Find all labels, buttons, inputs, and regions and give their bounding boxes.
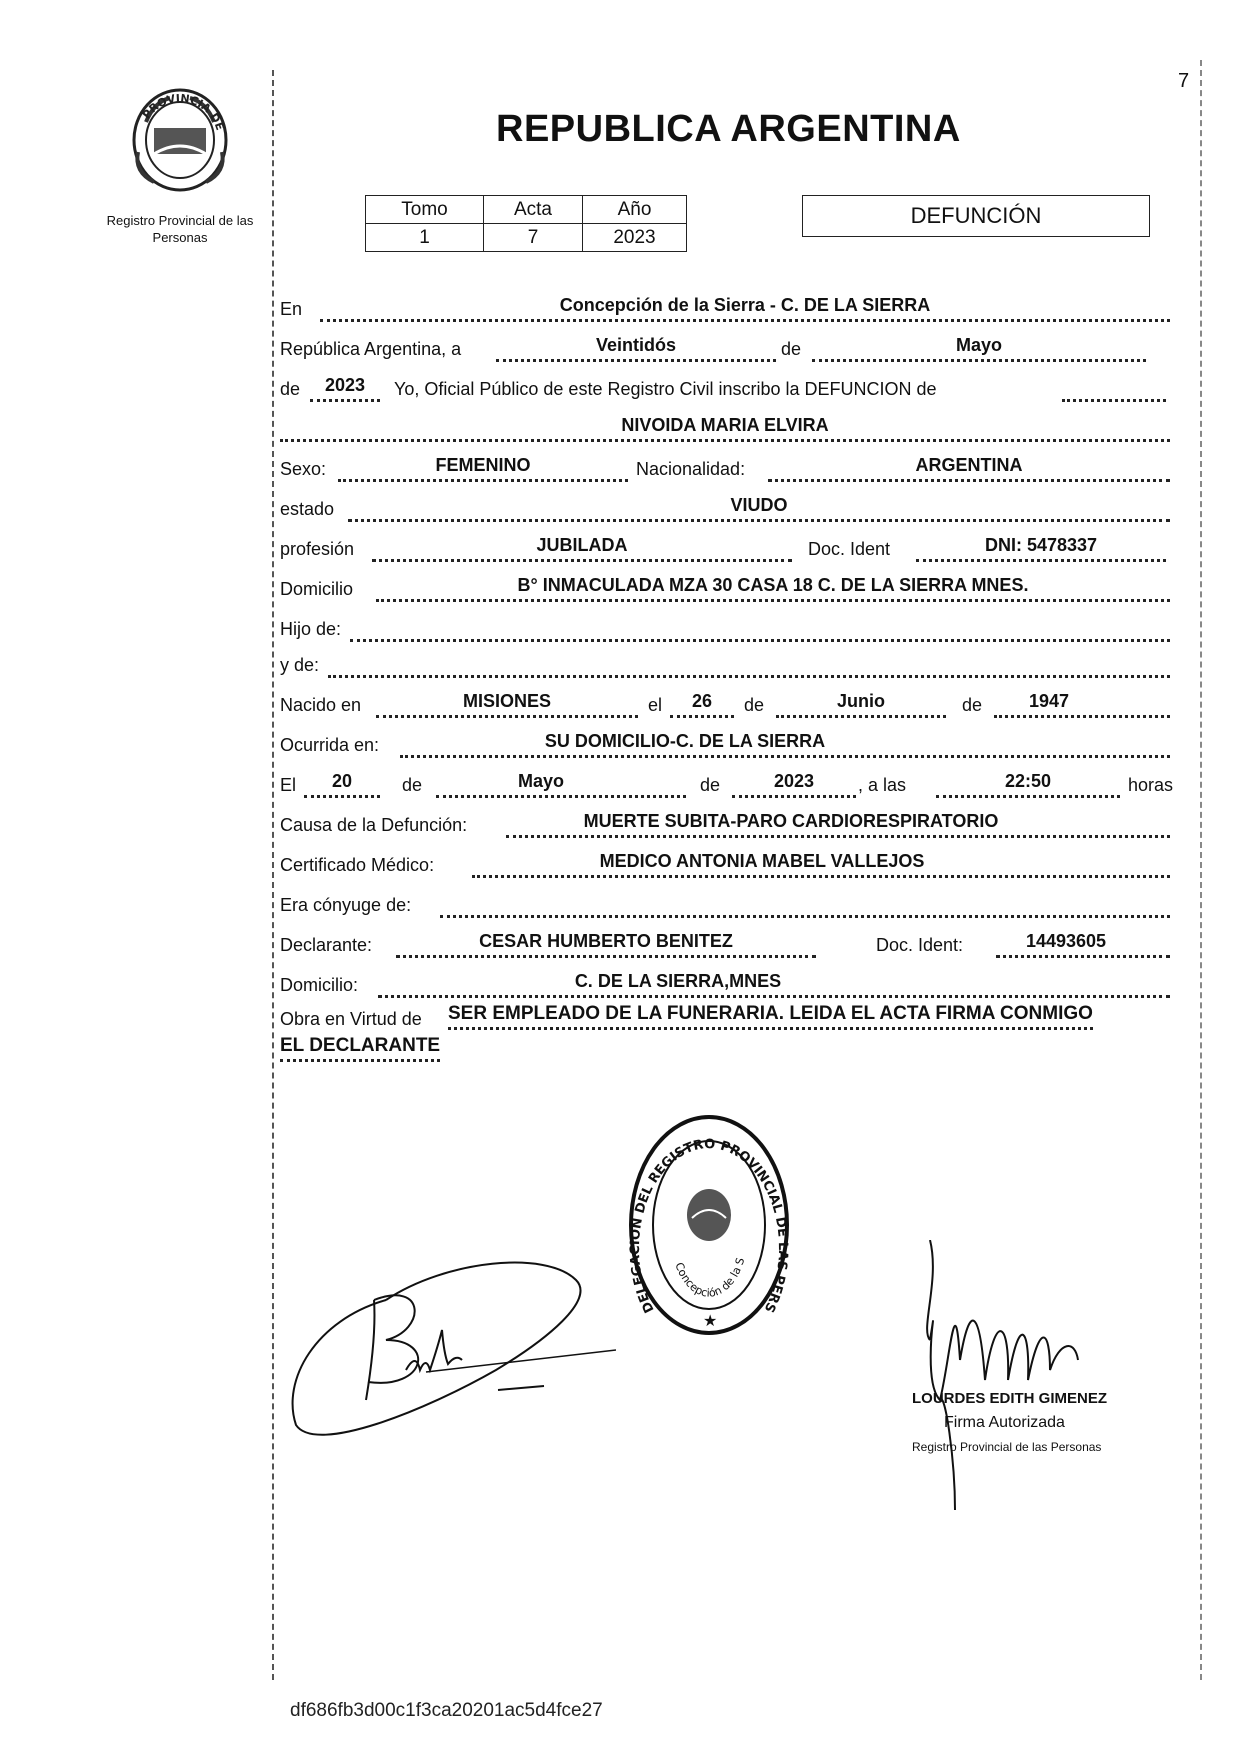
signatory-role: Firma Autorizada [944, 1414, 1065, 1431]
ocurrida-value: SU DOMICILIO-C. DE LA SIERRA [544, 731, 826, 751]
death-day: 20 [331, 771, 353, 791]
handwritten-signature-icon [276, 1240, 616, 1450]
declarante-label: Declarante: [280, 935, 373, 955]
obra-value-line2: EL DECLARANTE [280, 1035, 440, 1062]
svg-text:★: ★ [703, 1313, 718, 1330]
day-text: Veintidós [595, 335, 676, 355]
anio-header: Año [583, 196, 687, 224]
conyuge-label: Era cónyuge de: [280, 895, 412, 915]
domicilio-value: B° INMACULADA MZA 30 CASA 18 C. DE LA SIERRA MNES. [517, 575, 1029, 595]
de-label-4: de [962, 695, 983, 715]
svg-text:Concepción de la Sierra: Concepción de la S [672, 1256, 748, 1300]
misiones-coat-of-arms-icon [124, 82, 236, 194]
left-margin-line [272, 70, 274, 1680]
row-estado [276, 488, 1176, 524]
acta-table [365, 195, 687, 252]
causa-label: Causa de la Defunción: [280, 815, 468, 835]
declarante-value: CESAR HUMBERTO BENITEZ [479, 931, 733, 951]
svg-text:PROVINCIA DE MISIONES: PROVINCIA DE [139, 91, 227, 132]
inscribo-text: Yo, Oficial Público de este Registro Civil inscribo la DEFUNCION de [394, 379, 937, 399]
anio-value: 2023 [583, 224, 687, 252]
sexo-value: FEMENINO [435, 455, 531, 475]
row-certificado [276, 844, 1176, 880]
registry-label: Registro Provincial de las Personas [106, 213, 254, 245]
deceased-name: NIVOIDA MARIA ELVIRA [621, 415, 829, 435]
acta-header: Acta [484, 196, 583, 224]
row-republica [276, 328, 1176, 364]
row-fecha-defuncion [276, 764, 1176, 800]
certificado-label: Certificado Médico: [280, 855, 435, 875]
domicilio2-value: C. DE LA SIERRA,MNES [574, 971, 782, 991]
doc-ident-value: DNI: 5478337 [984, 535, 1098, 555]
horas-label: horas [1128, 775, 1174, 795]
certificado-value: MEDICO ANTONIA MABEL VALLEJOS [599, 851, 925, 871]
row-sexo [276, 448, 1176, 484]
month-text: Mayo [955, 335, 1002, 355]
province-logo [124, 82, 236, 194]
birth-day: 26 [691, 691, 713, 711]
page-number: 7 [1178, 70, 1190, 92]
domicilio-label: Domicilio [280, 579, 354, 599]
el-cap-label: El [280, 775, 297, 795]
profesion-value: JUBILADA [536, 535, 628, 555]
handwritten-signature-icon [900, 1240, 1110, 1520]
ocurrida-label: Ocurrida en: [280, 735, 380, 755]
de-label-1: de [781, 339, 802, 359]
causa-value: MUERTE SUBITA-PARO CARDIORESPIRATORIO [583, 811, 999, 831]
row-conyuge [276, 884, 1176, 920]
row-nacido [276, 684, 1176, 720]
alas-label: , a las [858, 775, 907, 795]
sexo-label: Sexo: [280, 459, 327, 479]
row-en [276, 288, 1176, 324]
en-label: En [280, 299, 303, 319]
de-label-5: de [402, 775, 423, 795]
row-domicilio2 [276, 964, 1176, 1000]
row-hijo [276, 608, 1176, 644]
seal-stamp-icon [624, 1110, 794, 1340]
year-value: 2023 [324, 375, 366, 395]
el-label: el [648, 695, 663, 715]
death-year: 2023 [773, 771, 815, 791]
row-profesion [276, 528, 1176, 564]
row-ocurrida [276, 724, 1176, 760]
de-label-6: de [700, 775, 721, 795]
nacionalidad-value: ARGENTINA [915, 455, 1023, 475]
de-label-2: de [280, 379, 301, 399]
de-label-3: de [744, 695, 765, 715]
estado-label: estado [280, 499, 335, 519]
estado-value: VIUDO [730, 495, 788, 515]
doc-ident-label: Doc. Ident [808, 539, 891, 559]
domicilio2-label: Domicilio: [280, 975, 359, 995]
en-value: Concepción de la Sierra - C. DE LA SIERRA [559, 295, 931, 315]
acta-value: 7 [484, 224, 583, 252]
row-obra [276, 1000, 1176, 1034]
doc-ident2-label: Doc. Ident: [876, 935, 964, 955]
right-margin-line [1200, 60, 1202, 1680]
death-month: Mayo [517, 771, 564, 791]
page-title: REPUBLICA ARGENTINA [496, 108, 961, 150]
birth-year: 1947 [1028, 691, 1070, 711]
row-yde [276, 644, 1176, 680]
nacido-value: MISIONES [462, 691, 551, 711]
tomo-value: 1 [366, 224, 484, 252]
hijo-label: Hijo de: [280, 619, 342, 639]
svg-text:DELEGACION DEL REGISTRO PROVIN: DELEGACION DEL REGISTRO PROVINCIAL DE LAS PERS [627, 1137, 791, 1316]
row-inscribo [276, 368, 1176, 404]
row-declarante [276, 924, 1176, 960]
obra-label: Obra en Virtud de [280, 1009, 422, 1029]
tomo-header: Tomo [366, 196, 484, 224]
row-domicilio [276, 568, 1176, 604]
death-time: 22:50 [1004, 771, 1052, 791]
birth-month: Junio [837, 691, 885, 711]
document-id: df686fb3d00c1f3ca20201ac5d4fce27 [290, 1700, 603, 1721]
republica-label: República Argentina, a [280, 339, 462, 359]
signatory-office: Registro Provincial de las Personas [912, 1440, 1102, 1454]
row-causa [276, 804, 1176, 840]
official-signature [900, 1240, 1110, 1520]
record-type-box: DEFUNCIÓN [802, 195, 1150, 237]
profesion-label: profesión [280, 539, 355, 559]
row-obra-2 [276, 1032, 1176, 1066]
yde-label: y de: [280, 655, 320, 675]
official-seal [624, 1110, 794, 1340]
declarant-signature [276, 1240, 616, 1450]
nacido-label: Nacido en [280, 695, 362, 715]
nacionalidad-label: Nacionalidad: [636, 459, 746, 479]
row-name [276, 408, 1176, 444]
obra-value-line1: SER EMPLEADO DE LA FUNERARIA. LEIDA EL ACTA FIRMA CONMIGO [448, 1003, 1093, 1030]
signatory-name: LOURDES EDITH GIMENEZ [912, 1390, 1108, 1407]
doc-ident2-value: 14493605 [1025, 931, 1107, 951]
